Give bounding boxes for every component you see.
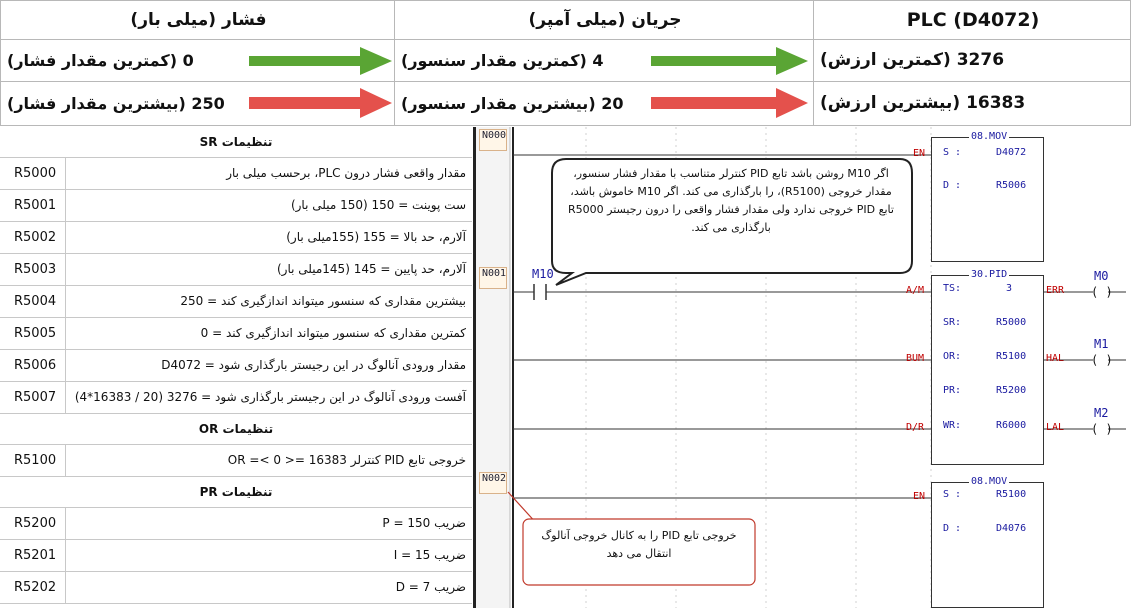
register-name: R5005 bbox=[0, 318, 66, 349]
register-description: ضریب D = 7 bbox=[395, 580, 466, 594]
sr-settings-header: تنظیمات SR bbox=[0, 127, 472, 158]
register-name: R5001 bbox=[0, 190, 66, 221]
register-name: R5003 bbox=[0, 254, 66, 285]
table-row bbox=[0, 222, 472, 254]
header-plc: PLC (D4072) bbox=[906, 9, 1040, 31]
table-row bbox=[0, 508, 472, 540]
mov-block-1-s-value: D4072 bbox=[996, 147, 1027, 158]
pr-settings-header: تنظیمات PR bbox=[0, 477, 472, 508]
conversion-arrows bbox=[0, 0, 1131, 126]
network-label: N000 bbox=[479, 129, 507, 151]
table-row bbox=[0, 158, 472, 190]
mov-block-1-d-value: R5006 bbox=[996, 180, 1027, 191]
pid-output-err: ERR bbox=[1046, 285, 1065, 296]
analog-output-callout: خروجی تابع PID را به کانال خروجی آنالوگ انتقال می دهد bbox=[541, 529, 737, 560]
coil-m1-label: M1 bbox=[1094, 337, 1109, 351]
pid-sr-value: R5000 bbox=[996, 317, 1027, 328]
coil-m0-symbol: ( ) bbox=[1091, 285, 1113, 299]
pid-pr-label: PR: bbox=[943, 385, 962, 396]
mov-block-2-d-label: D : bbox=[943, 523, 962, 534]
min-arrow-left bbox=[249, 47, 392, 75]
pid-block bbox=[931, 275, 1044, 465]
mov-block-2-s-value: R5100 bbox=[996, 489, 1027, 500]
table-row bbox=[0, 286, 472, 318]
table-row bbox=[0, 445, 472, 477]
pid-output-hal: HAL bbox=[1046, 353, 1065, 364]
table-row bbox=[0, 318, 472, 350]
pid-sr-label: SR: bbox=[943, 317, 962, 328]
register-description: ست پوینت = 150 (150 میلی بار) bbox=[290, 198, 466, 212]
or-settings-header: تنظیمات OR bbox=[0, 414, 472, 445]
register-name: R5202 bbox=[0, 572, 66, 603]
register-description: مقدار واقعی فشار درون PLC، برحسب میلی بار bbox=[226, 166, 466, 180]
header-pressure: فشار (میلی بار) bbox=[130, 10, 267, 30]
coil-m2-label: M2 bbox=[1094, 406, 1109, 420]
pid-wr-value: R6000 bbox=[996, 420, 1027, 431]
pid-output-lal: LAL bbox=[1046, 422, 1065, 433]
mov-block-1-en: EN bbox=[913, 148, 926, 159]
mov-block-2-s-label: S : bbox=[943, 489, 962, 500]
table-row bbox=[0, 540, 472, 572]
register-name: R5007 bbox=[0, 382, 66, 413]
register-name: R5004 bbox=[0, 286, 66, 317]
max-current: 20 (بیشترین مقدار سنسور) bbox=[401, 94, 624, 113]
register-description: ضریب P = 150 bbox=[382, 516, 466, 530]
min-plc: 3276 (کمترین ارزش) bbox=[820, 50, 1005, 70]
pid-wr-label: WR: bbox=[943, 420, 962, 431]
mov-block-2-title: 08.MOV bbox=[971, 476, 1008, 487]
register-name: R5100 bbox=[0, 445, 66, 476]
register-description: آلارم، حد پایین = 145 (145میلی بار) bbox=[276, 262, 466, 276]
max-arrow-left bbox=[249, 88, 392, 118]
mov-block-1-title: 08.MOV bbox=[971, 131, 1008, 142]
pid-ts-label: TS: bbox=[943, 283, 962, 294]
pid-pr-value: R5200 bbox=[996, 385, 1027, 396]
pid-enable-callout: اگر M10 روشن باشد تابع PID کنترلر متناسب با مقدار فشار سنسور، مقدار خروجی (R5100)، را بارگذاری می کند. اگر M10 خاموش باشد، تابع PID خروجی ندارد ولی مقدار فشار واقعی را درون رجیستر R5000 بارگذاری می کند. bbox=[568, 167, 894, 234]
mov-block-1-d-label: D : bbox=[943, 180, 962, 191]
register-description: خروجی تابع PID کنترلر 16383 =< OR =< 0 bbox=[227, 453, 466, 467]
register-description: بیشترین مقداری که سنسور میتواند اندازگیری کند = 250 bbox=[180, 294, 466, 308]
max-plc: 16383 (بیشترین ارزش) bbox=[820, 93, 1026, 113]
register-description: مقدار ورودی آنالوگ در این رجیستر بارگذاری شود = D4072 bbox=[161, 358, 466, 372]
coil-m1-symbol: ( ) bbox=[1091, 353, 1113, 367]
register-description: آفست ورودی آنالوگ در این رجیستر بارگذاری شود = 3276 (20 / 16383*4) bbox=[74, 390, 466, 404]
pid-input-am: A/M bbox=[906, 285, 925, 296]
pid-or-value: R5100 bbox=[996, 351, 1027, 362]
mov-block-2-en: EN bbox=[913, 491, 926, 502]
max-arrow-right bbox=[651, 88, 808, 118]
register-name: R5006 bbox=[0, 350, 66, 381]
coil-m0-label: M0 bbox=[1094, 269, 1109, 283]
table-row bbox=[0, 572, 472, 604]
ladder-diagram bbox=[473, 127, 1131, 608]
contact-m10-label: M10 bbox=[532, 267, 554, 281]
mov-block-2-d-value: D4076 bbox=[996, 523, 1027, 534]
conversion-table bbox=[0, 0, 1131, 126]
pid-block-title: 30.PID bbox=[971, 269, 1008, 280]
pid-or-label: OR: bbox=[943, 351, 962, 362]
register-name: R5002 bbox=[0, 222, 66, 253]
register-name: R5201 bbox=[0, 540, 66, 571]
mov-block-2 bbox=[931, 482, 1044, 608]
mov-block-1-s-label: S : bbox=[943, 147, 962, 158]
pid-input-bum: BUM bbox=[906, 353, 925, 364]
register-name: R5000 bbox=[0, 158, 66, 189]
min-arrow-right bbox=[651, 47, 808, 75]
pid-input-dr: D/R bbox=[906, 422, 925, 433]
pid-ts-value: 3 bbox=[1006, 283, 1013, 294]
table-row bbox=[0, 254, 472, 286]
register-description: ضریب I = 15 bbox=[393, 548, 466, 562]
pid-settings-table bbox=[0, 127, 472, 608]
max-pressure: 250 (بیشترین مقدار فشار) bbox=[7, 94, 225, 113]
register-description: آلارم، حد بالا = 155 (155میلی بار) bbox=[286, 230, 466, 244]
network-label: N002 bbox=[479, 472, 507, 494]
coil-m2-symbol: ( ) bbox=[1091, 422, 1113, 436]
header-current: جریان (میلی آمپر) bbox=[528, 10, 682, 30]
table-row bbox=[0, 382, 472, 414]
min-pressure: 0 (کمترین مقدار فشار) bbox=[7, 51, 194, 70]
table-row bbox=[0, 350, 472, 382]
min-current: 4 (کمترین مقدار سنسور) bbox=[401, 51, 604, 70]
register-name: R5200 bbox=[0, 508, 66, 539]
network-label: N001 bbox=[479, 267, 507, 289]
table-row bbox=[0, 190, 472, 222]
register-description: کمترین مقداری که سنسور میتواند اندازگیری کند = 0 bbox=[200, 326, 466, 340]
